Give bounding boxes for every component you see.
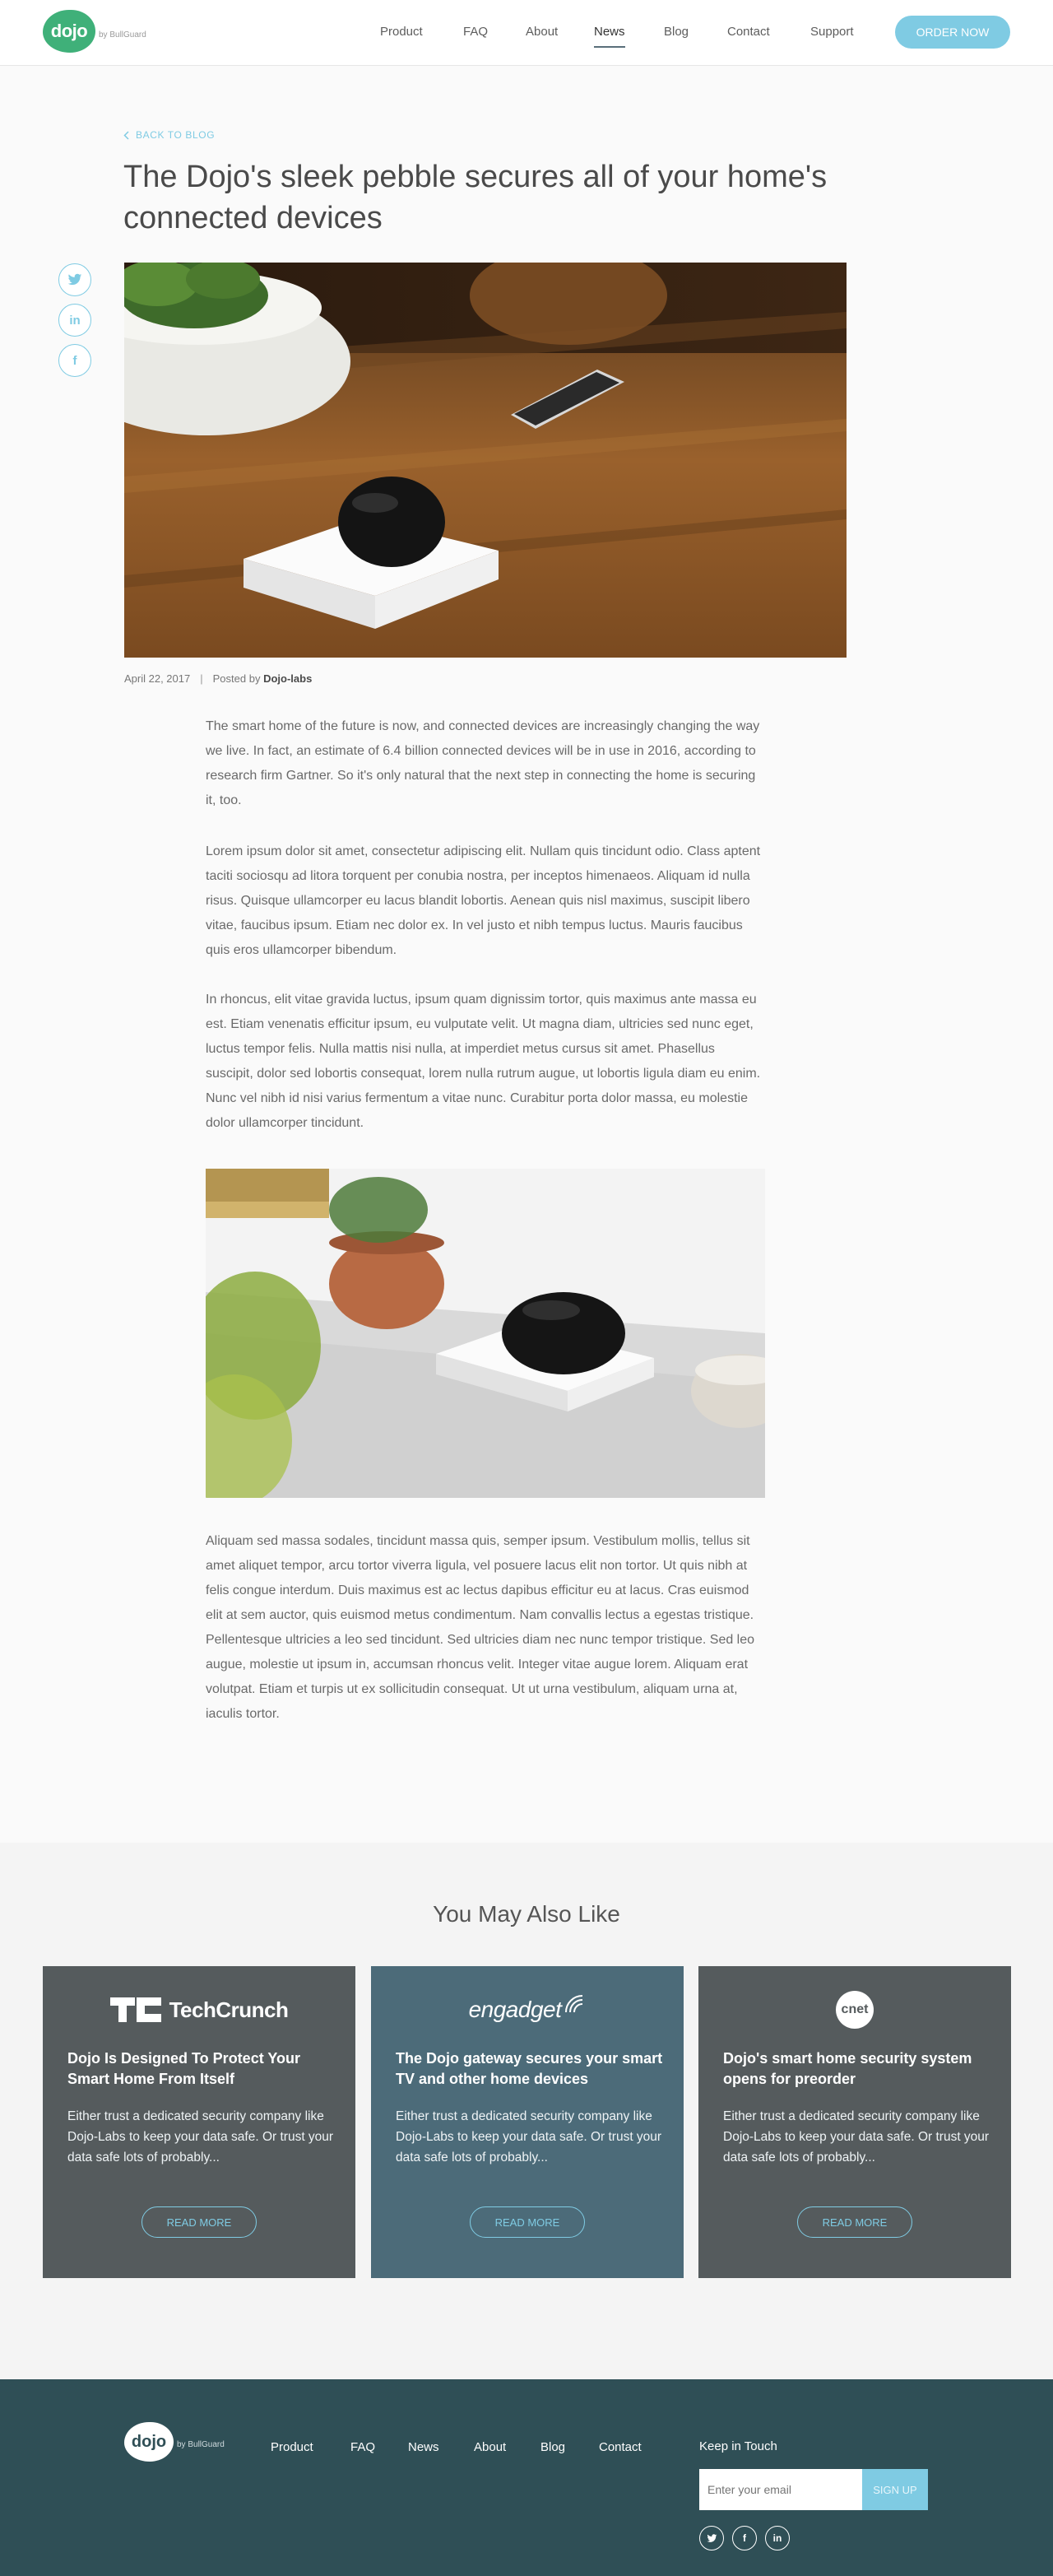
card-excerpt: Either trust a dedicated security company like Dojo-Labs to keep your data safe. Or trust your data safe lots of probably... (723, 2109, 990, 2164)
order-now-button[interactable]: ORDER NOW (895, 16, 1010, 49)
twitter-icon (707, 2534, 717, 2543)
related-heading: You May Also Like (433, 1901, 620, 1927)
card-title: Dojo Is Designed To Protect Your Smart Home From Itself (67, 2050, 301, 2087)
keep-in-touch-label: Keep in Touch (699, 2439, 777, 2453)
product-photo (206, 1169, 765, 1498)
footer-nav-product[interactable]: Product (271, 2440, 313, 2454)
article-paragraph: Lorem ipsum dolor sit amet, consectetur adipiscing elit. Nullam quis tincidunt odio. Class aptent taciti sociosqu ad litora torquent per conubia nostra, per inceptos himenaeos. Aliquam id nulla risus. Quisque ullamcorper eu lacus blandit lobortis. Aenean quis nisl maximus, suscipit libero vitae, faucibus ipsum. Etiam nec dolor ex. In vel justo et nibh tempus luctus. Mauris faucibus quis eros ullamcorper bibendum. (206, 844, 761, 957)
related-card-cnet[interactable] (698, 1966, 1011, 2278)
nav-item-blog[interactable]: Blog (664, 25, 689, 39)
post-author[interactable]: Dojo-labs (263, 672, 313, 685)
posted-by-label: Posted by (212, 672, 261, 685)
post-date: April 22, 2017 (124, 672, 191, 685)
logo-mark: dojo (43, 10, 95, 53)
sign-up-button[interactable]: SIGN UP (862, 2469, 928, 2510)
techcrunch-logo (43, 1991, 355, 2029)
techcrunch-wordmark: TechCrunch (169, 1997, 289, 2022)
nav-item-about[interactable]: About (526, 25, 559, 39)
engadget-wordmark: engadget (468, 1997, 562, 2022)
twitter-icon (67, 273, 82, 286)
related-card-engadget[interactable] (371, 1966, 684, 2278)
email-field[interactable] (699, 2469, 862, 2510)
nav-item-news[interactable]: News (594, 25, 625, 48)
card-title: The Dojo gateway secures your smart TV and other home devices (396, 2050, 663, 2087)
cnet-logo (698, 1991, 1011, 2029)
read-more-button[interactable]: READ MORE (470, 2206, 585, 2238)
card-title: Dojo's smart home security system opens for preorder (723, 2050, 972, 2087)
twitter-share-button[interactable] (58, 263, 91, 296)
footer-nav-news[interactable]: News (408, 2440, 439, 2454)
footer-facebook-button[interactable] (732, 2526, 757, 2550)
meta-divider: | (200, 672, 203, 685)
card-excerpt: Either trust a dedicated security company like Dojo-Labs to keep your data safe. Or trust your data safe lots of probably... (396, 2109, 662, 2164)
footer-nav-blog[interactable]: Blog (540, 2440, 566, 2454)
footer-twitter-button[interactable] (699, 2526, 724, 2550)
article-paragraph: The smart home of the future is now, and connected devices are increasingly changing the way we live. In fact, an estimate of 6.4 billion connected devices will be in use in 2016, according to research firm Gartner. So it's only natural that the next step in connecting the home is securing it, too. (206, 719, 760, 807)
footer-logo-subtitle: by BullGuard (177, 2439, 225, 2449)
back-label: BACK TO BLOG (136, 129, 216, 141)
footer-logo-mark: dojo (124, 2422, 174, 2462)
footer-nav-faq[interactable]: FAQ (350, 2440, 376, 2454)
site-footer (0, 2379, 1053, 2576)
related-card-techcrunch[interactable] (43, 1966, 355, 2278)
nav-item-contact[interactable]: Contact (727, 25, 770, 39)
tc-icon (110, 1997, 161, 2022)
card-excerpt: Either trust a dedicated security company like Dojo-Labs to keep your data safe. Or trust your data safe lots of probably... (67, 2109, 334, 2164)
read-more-button[interactable]: READ MORE (797, 2206, 912, 2238)
linkedin-icon: in (69, 313, 81, 328)
post-meta (124, 672, 312, 685)
engadget-logo (371, 1991, 684, 2029)
facebook-icon: f (743, 2532, 746, 2544)
footer-logo[interactable] (124, 2422, 225, 2462)
footer-nav-about[interactable]: About (474, 2440, 507, 2454)
cnet-badge: cnet (836, 1991, 874, 2029)
site-header (0, 0, 1053, 66)
article-paragraph: Aliquam sed massa sodales, tincidunt massa quis, semper ipsum. Vestibulum mollis, tellus sit amet aliquet tempor, arcu tortor viverra ligula, vel posuere lacus elit non tortor. Ut quis nibh at felis congue interdum. Duis maximus est ac lectus dapibus efficitur eu at lacus. Cras euismod elit at sem auctor, quis euismod metus condimentum. Nam convallis lectus a egestas tristique. Pellentesque ultricies a leo sed tincidunt. Sed ultricies diam nec nunc tempor tristique. Sed leo augue, molestie ut ipsum in, accumsan rhoncus velit. Integer vitae augue lorem. Aliquam erat volutpat. Etiam et turpis ut ex sollicitudin consequat. Ut ut urna vestibulum, aliquam urna at, iaculis tortor. (206, 1534, 755, 1721)
signal-icon (563, 1992, 586, 2016)
back-to-blog-link[interactable] (123, 129, 215, 141)
logo-subtitle: by BullGuard (99, 30, 146, 40)
article-title: The Dojo's sleek pebble secures all of your home's connected devices (123, 160, 828, 235)
article-paragraph: In rhoncus, elit vitae gravida luctus, ipsum quam dignissim tortor, quis maximus ante massa eu est. Etiam venenatis efficitur ipsum, eu vulputate velit. Ut magna diam, ultricies sed nunc eget, luctus tempor felis. Nulla mattis nisi nulla, at imperdiet metus cursus sit amet. Phasellus suscipit, dolor sed lobortis consequat, lorem nulla rutrum augue, ut lobortis ligula diam eu enim. Nunc vel nibh id nisi varius fermentum a vitae nunc. Curabitur porta dolor massa, eu molestie dolor ullamcorper tincidunt. (206, 993, 761, 1130)
chevron-left-icon (123, 131, 129, 140)
hero-image (124, 263, 847, 658)
read-more-button[interactable]: READ MORE (141, 2206, 257, 2238)
linkedin-icon: in (772, 2532, 782, 2544)
facebook-icon: f (72, 353, 77, 368)
footer-nav-contact[interactable]: Contact (599, 2440, 642, 2454)
facebook-share-button[interactable] (58, 344, 91, 377)
nav-item-support[interactable]: Support (810, 25, 854, 39)
footer-linkedin-button[interactable] (765, 2526, 790, 2550)
nav-item-product[interactable]: Product (380, 25, 423, 39)
linkedin-share-button[interactable] (58, 304, 91, 337)
nav-item-faq[interactable]: FAQ (463, 25, 489, 39)
